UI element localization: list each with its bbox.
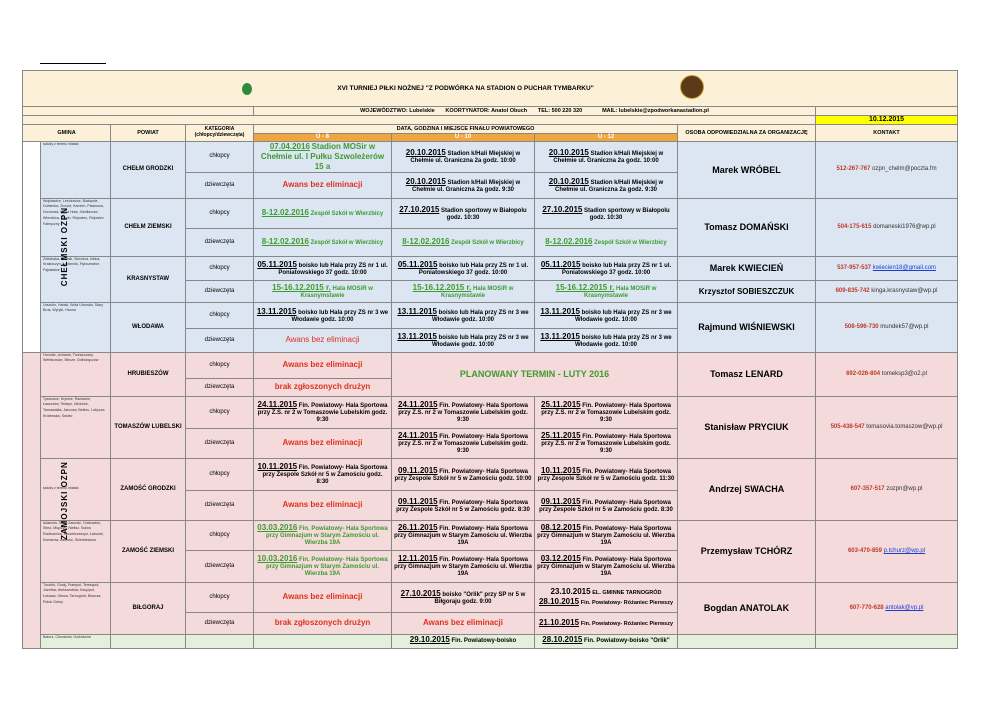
powiat-bilgoraj: BIŁGORAJ xyxy=(111,582,186,634)
krasnystaw-c-u8: 05.11.2015 boisko lub Hala przy ZS nr 1 ul. Poniatowskiego 37 godz. 10:00 xyxy=(254,256,392,280)
bilgoraj-c-u12: 23.10.2015 EL. GMINNE TARNOGRÓD 28.10.2015 Fin. Powiatowy- Różaniec Pierwszy xyxy=(535,582,678,612)
krasnystaw-d-u12: 15-16.12.2015 r. Hala MOSiR w Krasnymstawie xyxy=(535,280,678,302)
zamosc-ziemski-d-u12: 03.12.2015 Fin. Powiatowy- Hala Sportowa przy Gimnazjum w Starym Zamościu ul. Wierzba 19A xyxy=(535,550,678,582)
powiat-tomaszow: TOMASZÓW LUBELSKI xyxy=(111,396,186,458)
krasnystaw-c-u12: 05.11.2015 boisko lub Hala przy ZS nr 1 ul. Poniatowskiego 37 godz. 10:00 xyxy=(535,256,678,280)
top-rule xyxy=(40,63,106,64)
kat-dziewczeta: dziewczęta xyxy=(186,378,254,396)
report-date: 10.12.2015 xyxy=(816,116,958,125)
powiat-chelm-grodzki: CHEŁM GRODZKI xyxy=(111,142,186,199)
kat-dziewczeta: dziewczęta xyxy=(186,280,254,302)
kat-dziewczeta: dziewczęta xyxy=(186,328,254,352)
wlodawa-c-u10: 13.11.2015 boisko lub Hala przy ZS nr 3 we Włodawie godz. 10:00 xyxy=(392,302,535,328)
gmina-krasnystaw: Żółkiewka, Rudnik, Siennica, Izbica, Kraśniczyn, Łopiennik, Rybczewice, Fajsławice xyxy=(41,256,111,302)
kat-dziewczeta: dziewczęta xyxy=(186,490,254,520)
kat-chlopcy: chłopcy xyxy=(186,198,254,228)
zamosc-ziemski-c-u10: 26.11.2015 Fin. Powiatowy- Hala Sportowa przy Gimnazjum w Starym Zamościu ul. Wierzba 19A xyxy=(392,520,535,550)
osoba-next xyxy=(678,634,816,648)
kat-chlopcy: chłopcy xyxy=(186,352,254,378)
kat-chlopcy: chłopcy xyxy=(186,458,254,490)
kat-chlopcy: chłopcy xyxy=(186,520,254,550)
federation-crest-icon xyxy=(680,75,704,99)
kat-dziewczeta: dziewczęta xyxy=(186,550,254,582)
zamosc-ziemski-c-u8: 03.03.2016 Fin. Powiatowy- Hala Sportowa przy Gimnazjum w Starym Zamościu ul. Wierzba 19A xyxy=(254,520,392,550)
tomaszow-c-u12: 25.11.2015 Fin. Powiatowy- Hala Sportowa przy Z.S. nr 2 w Tomaszowie Lubelskim godz. 9:30 xyxy=(535,396,678,428)
osoba-zamosc-ziemski: Przemysław TCHÓRZ xyxy=(678,520,816,582)
bilgoraj-d-u8: brak zgłoszonych drużyn xyxy=(254,612,392,634)
tournament-title: XVI TURNIEJ PIŁKI NOŻNEJ "Z PODWÓRKA NA STADION O PUCHAR TYMBARKU" xyxy=(254,71,678,107)
col-gmina: GMINA xyxy=(23,125,111,142)
osoba-hrubieszow: Tomasz LENARD xyxy=(678,352,816,396)
info-end xyxy=(816,107,958,116)
col-osoba: OSOBA ODPOWIEDZIALNA ZA ORGANIZACJĘ xyxy=(678,125,816,142)
chelm-ziemski-d-u12: 8-12.02.2016 Zespół Szkół w Wierzbicy xyxy=(535,228,678,256)
mail-label: MAIL: lubelskie@zpodworkanastadion.pl xyxy=(602,107,709,114)
wlodawa-d-u10: 13.11.2015 boisko lub Hala przy ZS nr 3 we Włodawie godz. 10:00 xyxy=(392,328,535,352)
chelm-ziemski-c-u12: 27.10.2015 Stadion sportowy w Białopolu godz. 10:30 xyxy=(535,198,678,228)
osoba-krasnystaw-2: Krzysztof SOBIESZCZUK xyxy=(678,280,816,302)
bilgoraj-c-u10: 27.10.2015 boisko "Orlik" przy SP nr 5 w Biłgoraju godz. 9:00 xyxy=(392,582,535,612)
tymbark-logo-icon xyxy=(242,83,252,95)
tel-label: TEL: 500 220 320 xyxy=(537,107,583,114)
kontakt-tomaszow: 505-438-547 tomasovia.tomaszow@wp.pl xyxy=(816,396,958,458)
zamosc-grodzki-c-u12: 10.11.2015 Fin. Powiatowy- Hala Sportowa przy Zespole Szkół nr 5 w Zamościu godz. 11:30 xyxy=(535,458,678,490)
tomaszow-c-u10: 24.11.2015 Fin. Powiatowy- Hala Sportowa przy Z.S. nr 2 w Tomaszowie Lubelskim godz. 9:30 xyxy=(392,396,535,428)
chelm-ziemski-c-u8: 8-12.02.2016 Zespół Szkół w Wierzbicy xyxy=(254,198,392,228)
zamosc-ziemski-d-u10: 12.11.2015 Fin. Powiatowy- Hala Sportowa przy Gimnazjum w Starym Zamościu ul. Wierzba 19A xyxy=(392,550,535,582)
powiat-zamosc-ziemski: ZAMOŚĆ ZIEMSKI xyxy=(111,520,186,582)
gmina-chelm-ziemski: Wojsławice, Leśniowice, Białopole, Dubienka, Żmudź, Kamień, Piaskowa, Dorohusk, Ruda Huta, Siedliszcze, Wierzbica, Sawin, Rejowiec, Rejowiec Fabryczny xyxy=(41,198,111,256)
info-row xyxy=(254,107,816,116)
col-u8: U - 8 xyxy=(254,134,392,142)
chelm-ziemski-d-u8: 8-12.02.2016 Zespół Szkół w Wierzbicy xyxy=(254,228,392,256)
powiat-hrubieszow: HRUBIESZÓW xyxy=(111,352,186,396)
kontakt-wlodawa: 508-596-730 mundek57@wp.pl xyxy=(816,302,958,352)
zamosc-grodzki-c-u8: 10.11.2015 Fin. Powiatowy- Hala Sportowa przy Zespole Szkół nr 5 w Zamościu godz. 8:30 xyxy=(254,458,392,490)
col-u12: U - 12 xyxy=(535,134,678,142)
zamosc-grodzki-d-u10: 09.11.2015 Fin. Powiatowy- Hala Sportowa przy Zespole Szkół nr 5 w Zamościu godz. 8:30 xyxy=(392,490,535,520)
col-powiat: POWIAT xyxy=(111,125,186,142)
kontakt-next xyxy=(816,634,958,648)
kontakt-zamosc-ziemski: 603-470-859 p.tchurz@wp.pl xyxy=(816,520,958,582)
powiat-chelm-ziemski: CHEŁM ZIEMSKI xyxy=(111,198,186,256)
kat-dziewczeta: dziewczęta xyxy=(186,612,254,634)
powiat-krasnystaw: KRASNYSTAW xyxy=(111,256,186,302)
chelm-grodzki-d-u12: 20.10.2015 Stadion k/Hali Miejskiej w Chełmie ul. Graniczna 2a godz. 9:30 xyxy=(535,172,678,198)
gmina-hrubieszow: Horodło, Uchanie, Trzeszczany, Werbkowice, Mircze, Dołhobyczów xyxy=(41,352,111,396)
date-pad xyxy=(23,116,816,125)
hrubieszow-planned: PLANOWANY TERMIN - LUTY 2016 xyxy=(392,352,678,396)
gmina-wlodawa: Urszulin, Hańsk, Wola Uhruska, Stary Brus, Wyryki, Hanna xyxy=(41,302,111,352)
osoba-wlodawa: Rajmund WIŚNIEWSKI xyxy=(678,302,816,352)
osoba-bilgoraj: Bogdan ANATOLAK xyxy=(678,582,816,634)
gmina-chelm-grodzki: szkoły z terenu miasta xyxy=(41,142,111,199)
zamosc-ziemski-c-u12: 08.12.2015 Fin. Powiatowy- Hala Sportowa przy Gimnazjum w Starym Zamościu ul. Wierzba 19A xyxy=(535,520,678,550)
kat-chlopcy: chłopcy xyxy=(186,256,254,280)
kontakt-chelm-grodzki: 512-267-767 ozpn_chelm@poczta.fm xyxy=(816,142,958,199)
tomaszow-d-u8: Awans bez eliminacji xyxy=(254,428,392,458)
col-kontakt: KONTAKT xyxy=(816,125,958,142)
chelm-grodzki-d-u8: Awans bez eliminacji xyxy=(254,172,392,198)
bilgoraj-d-u10: Awans bez eliminacji xyxy=(392,612,535,634)
zamosc-grodzki-d-u12: 09.11.2015 Fin. Powiatowy- Hala Sportowa przy Zespole Szkół nr 5 w Zamościu godz. 8:30 xyxy=(535,490,678,520)
gmina-bilgoraj: Turobin, Goraj, Frampol, Tereszpol, Józefów, Aleksandrów, Księżpol, Łukowa, Obsza, Tarnogród, Biszcza, Potok Górny xyxy=(41,582,111,634)
col-data: DATA, GODZINA I MIEJSCE FINAŁU POWIATOWEGO xyxy=(254,125,678,134)
hrubieszow-c-u8: Awans bez eliminacji xyxy=(254,352,392,378)
krasnystaw-c-u10: 05.11.2015 boisko lub Hala przy ZS nr 1 ul. Poniatowskiego 37 godz. 10:00 xyxy=(392,256,535,280)
krasnystaw-d-u8: 15-16.12.2015 r. Hala MOSiR w Krasnymstawie xyxy=(254,280,392,302)
title-end xyxy=(816,71,958,107)
chelm-ziemski-c-u10: 27.10.2015 Stadion sportowy w Białopolu godz. 10:30 xyxy=(392,198,535,228)
wlodawa-d-u8: Awans bez eliminacji xyxy=(254,328,392,352)
title-left xyxy=(23,71,254,107)
kat-dziewczeta: dziewczęta xyxy=(186,228,254,256)
zamosc-ziemski-d-u8: 10.03.2016 Fin. Powiatowy- Hala Sportowa przy Gimnazjum w Starym Zamościu ul. Wierzba 19A xyxy=(254,550,392,582)
wlodawa-c-u8: 13.11.2015 boisko lub Hala przy ZS nr 3 we Włodawie godz. 10:00 xyxy=(254,302,392,328)
bilgoraj-c-u8: Awans bez eliminacji xyxy=(254,582,392,612)
col-u10: U - 10 xyxy=(392,134,535,142)
zamosc-grodzki-d-u8: Awans bez eliminacji xyxy=(254,490,392,520)
schedule-sheet xyxy=(22,70,957,644)
tomaszow-d-u12: 25.11.2015 Fin. Powiatowy- Hala Sportowa przy Z.S. nr 2 w Tomaszowie Lubelskim godz. 9:30 xyxy=(535,428,678,458)
schedule-table xyxy=(22,70,958,649)
ozpn-chelmski: CHEŁMSKI OZPN xyxy=(23,142,41,353)
kat-chlopcy: chłopcy xyxy=(186,142,254,173)
gmina-next: Batorz, Chrzanów, Godziszów xyxy=(41,634,111,648)
kat-chlopcy: chłopcy xyxy=(186,396,254,428)
next-c-u12: 28.10.2015 Fin. Powiatowy-boisko "Orlik" xyxy=(535,634,678,648)
info-pad xyxy=(23,107,254,116)
chelm-grodzki-c-u10: 20.10.2015 Stadion k/Hali Miejskiej w Chełmie ul. Graniczna 2a godz. 10:00 xyxy=(392,142,535,173)
powiat-zamosc-grodzki: ZAMOŚĆ GRODZKI xyxy=(111,458,186,520)
col-kategoria: KATEGORIA (chłopcy/dziewczęta) xyxy=(186,125,254,142)
tomaszow-d-u10: 24.11.2015 Fin. Powiatowy- Hala Sportowa przy Z.S. nr 2 w Tomaszowie Lubelskim godz. 9:30 xyxy=(392,428,535,458)
powiat-wlodawa: WŁODAWA xyxy=(111,302,186,352)
chelm-grodzki-c-u8: 07.04.2016 Stadion MOSir w Chełmie ul. I Pułku Szwoleżerów 15 a xyxy=(254,142,392,173)
chelm-ziemski-d-u10: 8-12.02.2016 Zespół Szkół w Wierzbicy xyxy=(392,228,535,256)
powiat-next xyxy=(111,634,186,648)
chelm-grodzki-c-u12: 20.10.2015 Stadion k/Hali Miejskiej w Chełmie ul. Graniczna 2a godz. 10:00 xyxy=(535,142,678,173)
kat-next xyxy=(186,634,254,648)
osoba-chelm-grodzki: Marek WRÓBEL xyxy=(678,142,816,199)
kat-chlopcy: chłopcy xyxy=(186,582,254,612)
next-c-u8 xyxy=(254,634,392,648)
ozpn-zamojski: ZAMOJSKI OZPN xyxy=(23,352,41,648)
kat-chlopcy: chłopcy xyxy=(186,302,254,328)
bilgoraj-d-u12: 21.10.2015 Fin. Powiatowy- Różaniec Pierwszy xyxy=(535,612,678,634)
tomaszow-c-u8: 24.11.2015 Fin. Powiatowy- Hala Sportowa przy Z.S. nr 2 w Tomaszowie Lubelskim godz. 9:30 xyxy=(254,396,392,428)
next-c-u10: 29.10.2015 Fin. Powiatowy-boisko xyxy=(392,634,535,648)
gmina-zamosc-grodzki: szkoły z terenu miasta xyxy=(41,458,111,520)
kontakt-bilgoraj: 607-770-628 antolak@vp.pl xyxy=(816,582,958,634)
kontakt-krasnystaw: 537-957-537 kwiecien18@gmail.com xyxy=(816,256,958,280)
title-right xyxy=(678,71,816,107)
wojewodztwo-label: WOJEWÓDZTWO: Lubelskie xyxy=(360,107,435,114)
kontakt-chelm-ziemski: 504-175-615 domaneski1976@wp.pl xyxy=(816,198,958,256)
wlodawa-d-u12: 13.11.2015 boisko lub Hala przy ZS nr 3 we Włodawie godz. 10:00 xyxy=(535,328,678,352)
krasnystaw-d-u10: 15-16.12.2015 r. Hala MOSiR w Krasnymstawie xyxy=(392,280,535,302)
kontakt-hrubieszow: 692-026-804 tomeksp3@o2.pl xyxy=(816,352,958,396)
zamosc-grodzki-c-u10: 09.11.2015 Fin. Powiatowy- Hala Sportowa przy Zespole Szkół nr 5 w Zamościu godz. 10:00 xyxy=(392,458,535,490)
kat-dziewczeta: dziewczęta xyxy=(186,428,254,458)
koordynator-label: KOORTYNATOR: Anatol Obuch xyxy=(445,107,528,114)
osoba-tomaszow: Stanisław PRYCIUK xyxy=(678,396,816,458)
osoba-zamosc-grodzki: Andrzej SWACHA xyxy=(678,458,816,520)
gmina-zamosc-ziemski: Adamów, Stary Zamość, Grabowiec, Sitno, Miączyn, Nielisz, Sułów, Radecznica, Szczebrzeszyn, Łabunie, Komarów, Zamość, Skierbieszów xyxy=(41,520,111,582)
wlodawa-c-u12: 13.11.2015 boisko lub Hala przy ZS nr 3 we Włodawie godz. 10:00 xyxy=(535,302,678,328)
kat-dziewczeta: dziewczęta xyxy=(186,172,254,198)
osoba-krasnystaw: Marek KWIECIEŃ xyxy=(678,256,816,280)
kontakt-krasnystaw-2: 609-835-742 kinga.krasnystaw@wp.pl xyxy=(816,280,958,302)
osoba-chelm-ziemski: Tomasz DOMAŃSKI xyxy=(678,198,816,256)
gmina-tomaszow: Tyszowce, Krynice, Rachanie, Łaszczów, Telatyn, Ulhówek, Tarnawatka, Jarczów, Bełżec, Lubycza Królewska, Susiec xyxy=(41,396,111,458)
chelm-grodzki-d-u10: 20.10.2015 Stadion k/Hali Miejskiej w Chełmie ul. Graniczna 2a godz. 9:30 xyxy=(392,172,535,198)
hrubieszow-d-u8: brak zgłoszonych drużyn xyxy=(254,378,392,396)
kontakt-zamosc-grodzki: 607-357-517 zozpn@wp.pl xyxy=(816,458,958,520)
